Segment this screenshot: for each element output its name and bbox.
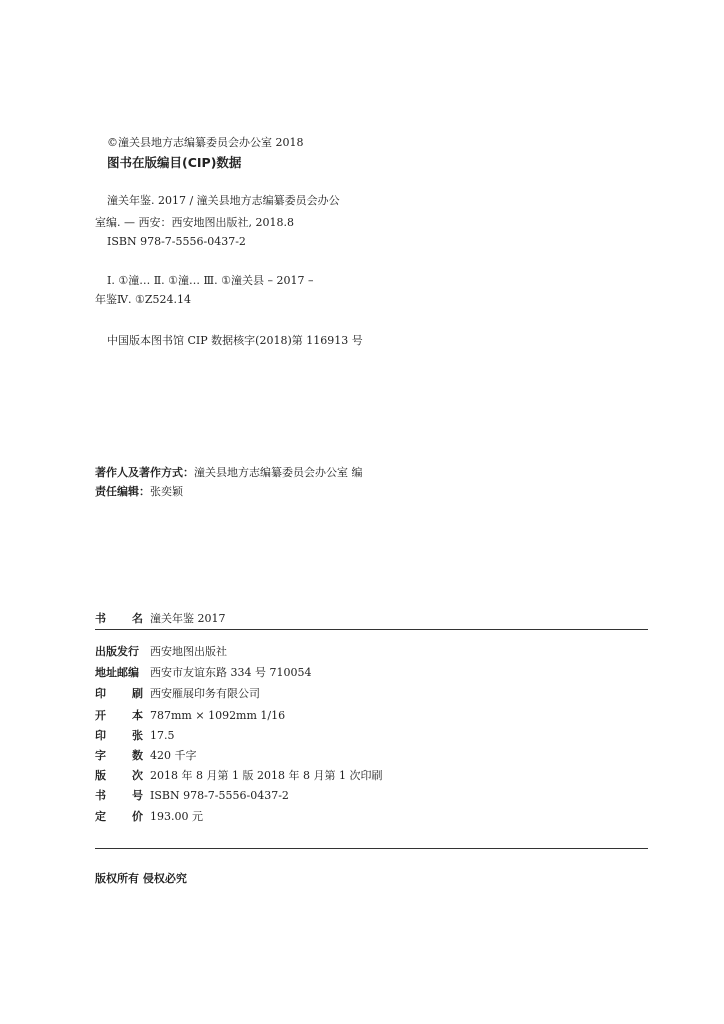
- cip-subject-line2: 年鉴Ⅳ. ①Z524.14: [95, 293, 191, 306]
- word-count-label: 字 数: [95, 749, 143, 762]
- editor-label: 责任编辑：: [95, 485, 150, 498]
- author-value: 潼关县地方志编纂委员会办公室 编: [194, 466, 363, 479]
- isbn-label: 书 号: [95, 789, 143, 802]
- price-label: 定 价: [95, 810, 143, 823]
- sheets-value: 17.5: [150, 729, 175, 742]
- cip-subject-line1: Ⅰ. ①潼… Ⅱ. ①潼… Ⅲ. ①潼关县 – 2017 –: [107, 274, 314, 287]
- author-credit: [95, 466, 363, 480]
- price-value: 193.00 元: [150, 810, 203, 823]
- book-name-label: 书 名: [95, 612, 143, 625]
- divider-top: [95, 629, 648, 630]
- edition-value: 2018 年 8 月第 1 版 2018 年 8 月第 1 次印刷: [150, 769, 383, 782]
- isbn-value: ISBN 978-7-5556-0437-2: [150, 789, 289, 802]
- sheets-label: 印 张: [95, 729, 143, 742]
- cip-heading: 图书在版编目(CIP)数据: [107, 155, 242, 170]
- editor-credit: [95, 485, 183, 499]
- printer-value: 西安雁展印务有限公司: [150, 687, 260, 700]
- copyright-line: ©潼关县地方志编纂委员会办公室 2018: [107, 136, 304, 149]
- divider-bottom: [95, 848, 648, 849]
- cip-record-number: 中国版本图书馆 CIP 数据核字(2018)第 116913 号: [107, 334, 363, 347]
- publisher-label: 出版发行: [95, 645, 139, 658]
- cip-isbn-line: ISBN 978-7-5556-0437-2: [107, 235, 246, 248]
- edition-label: 版 次: [95, 769, 143, 782]
- publisher-value: 西安地图出版社: [150, 645, 227, 658]
- address-value: 西安市友谊东路 334 号 710054: [150, 666, 312, 679]
- printer-label: 印 刷: [95, 687, 143, 700]
- address-label: 地址邮编: [95, 666, 139, 679]
- cip-entry-line2: 室编. — 西安：西安地图出版社, 2018.8: [95, 216, 294, 229]
- rights-notice: 版权所有 侵权必究: [95, 872, 187, 885]
- editor-value: 张奕颖: [150, 485, 183, 498]
- book-name-value: 潼关年鉴 2017: [150, 612, 226, 625]
- format-value: 787mm × 1092mm 1/16: [150, 709, 286, 722]
- cip-entry-line1: 潼关年鉴. 2017 / 潼关县地方志编纂委员会办公: [107, 194, 340, 207]
- author-label: 著作人及著作方式：: [95, 466, 194, 479]
- word-count-value: 420 千字: [150, 749, 197, 762]
- format-label: 开 本: [95, 709, 143, 722]
